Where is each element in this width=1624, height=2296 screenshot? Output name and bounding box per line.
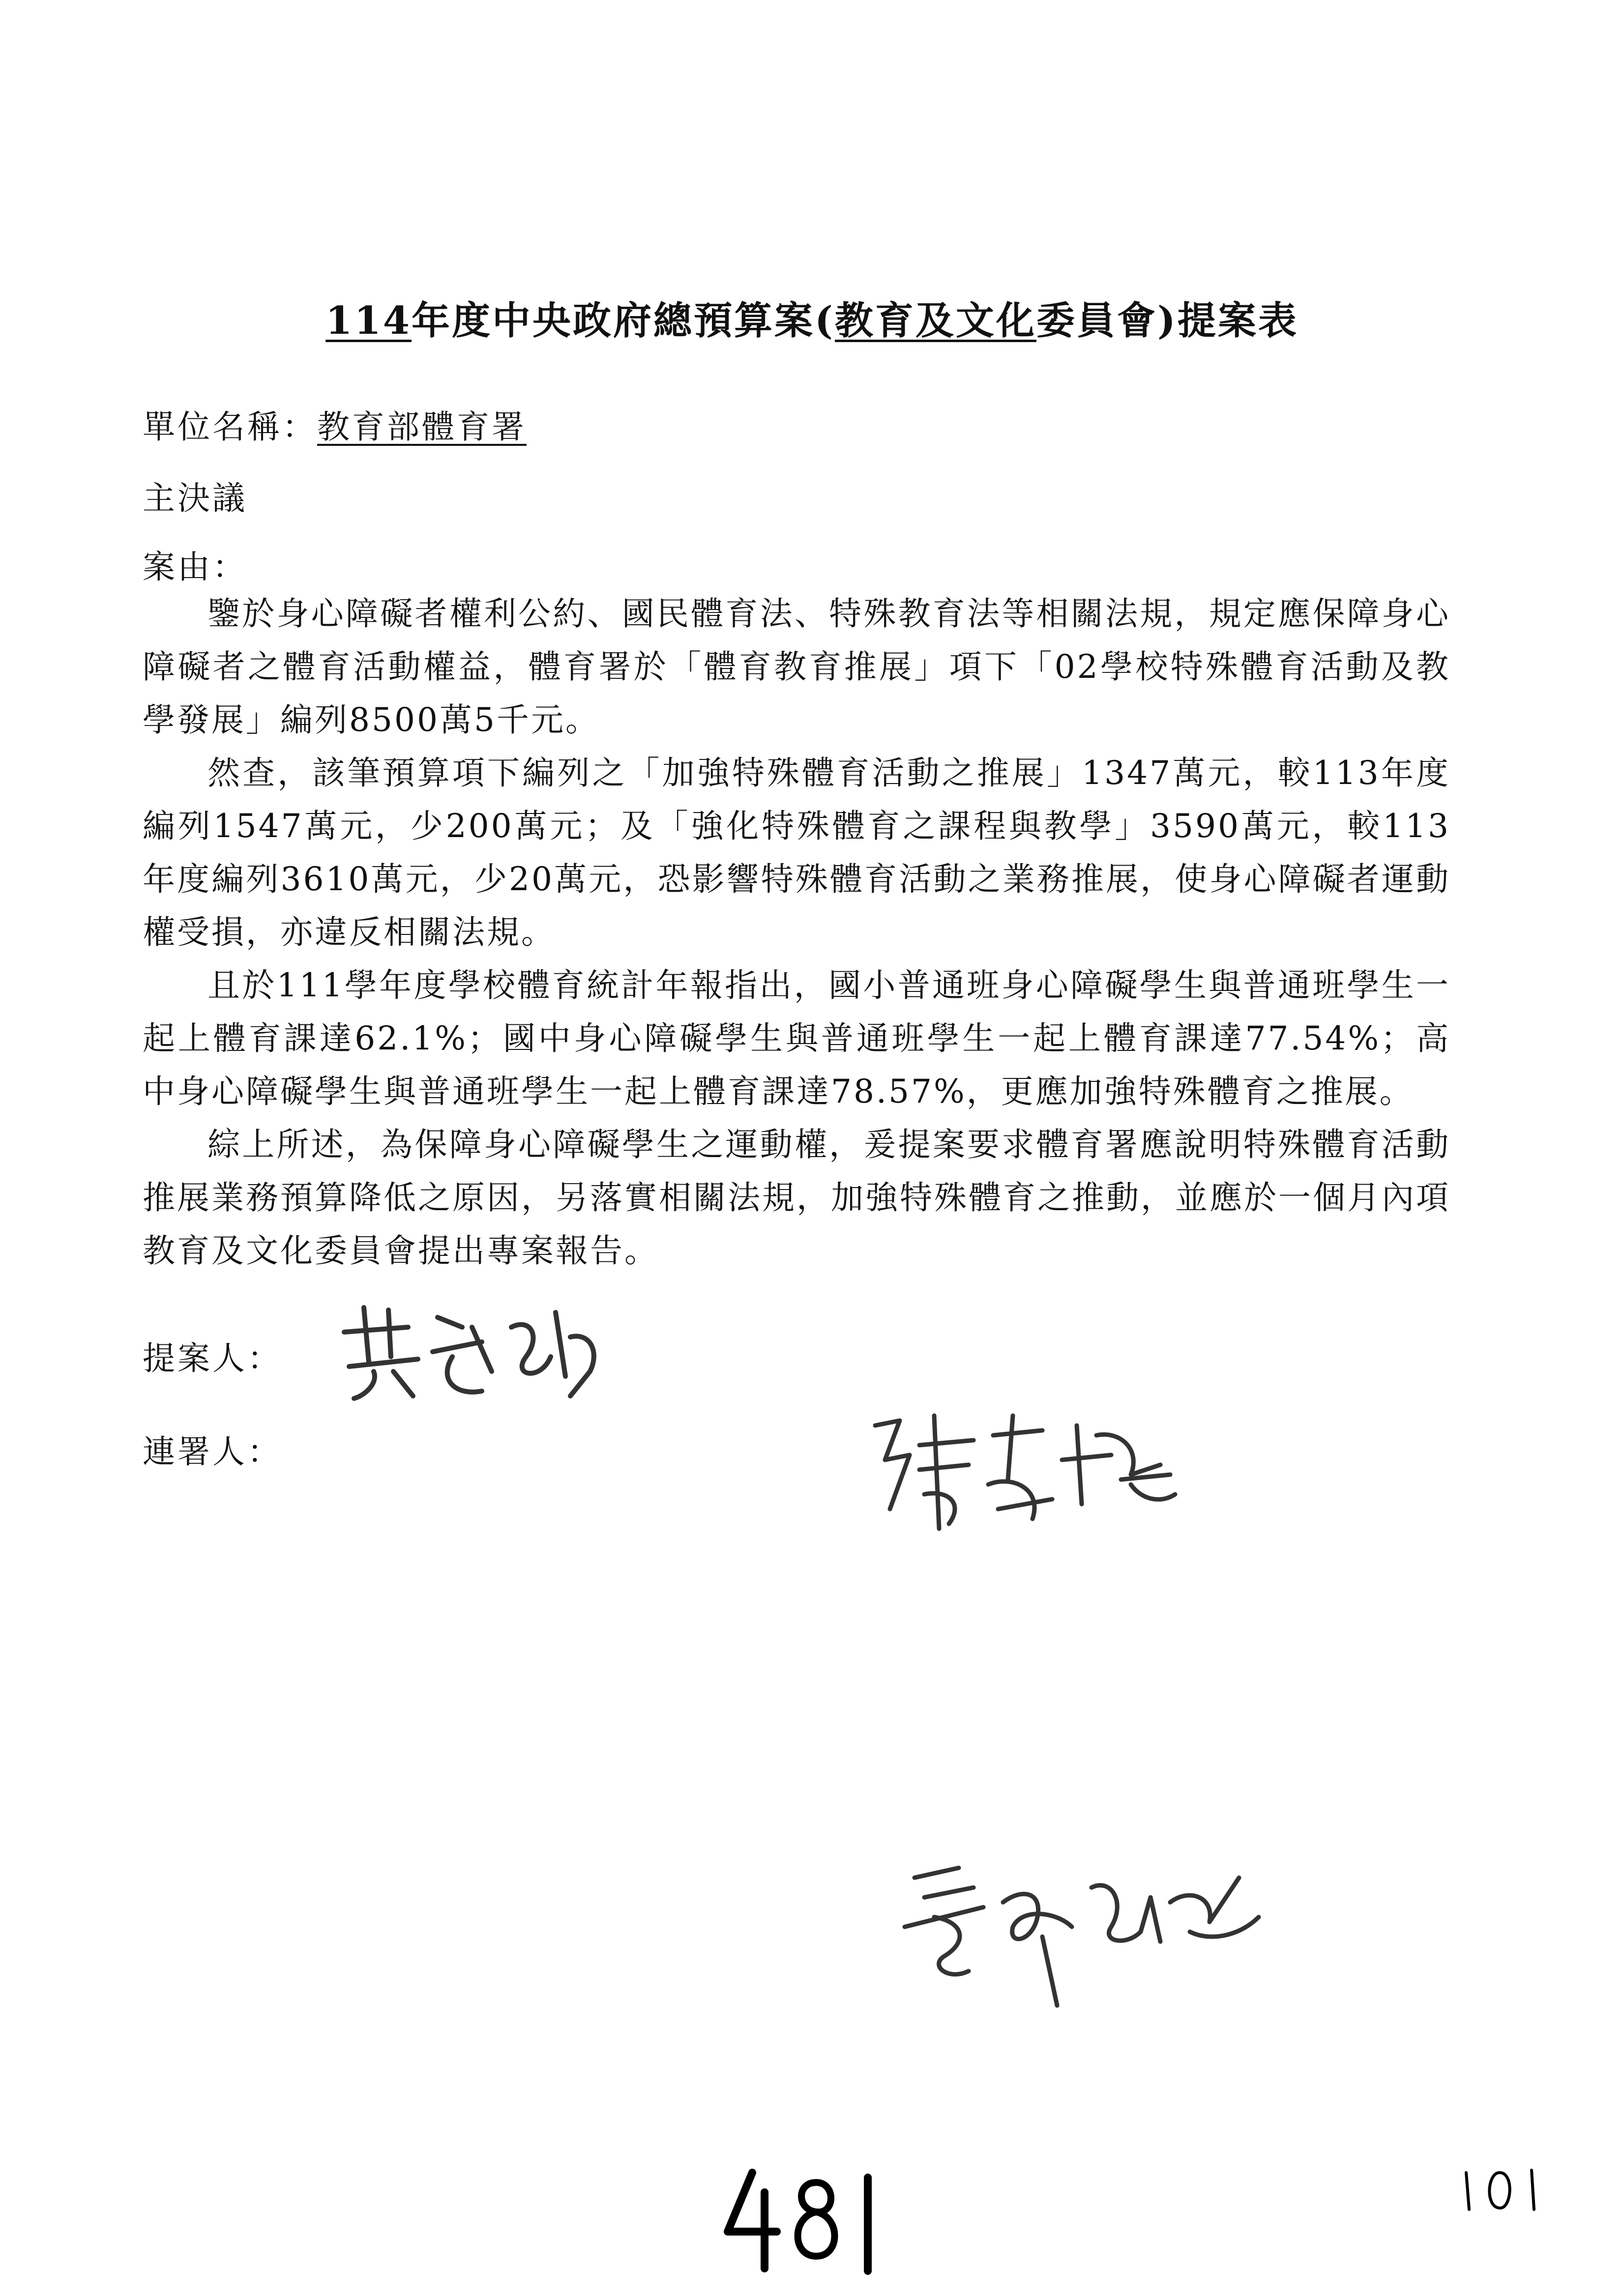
- resolution-type: 主決議: [143, 479, 247, 517]
- cosigner-signature-1: [865, 1406, 1185, 1563]
- title-mid: 年度中央政府總預算案(: [412, 298, 835, 343]
- cosigner-label: 連署人：: [143, 1433, 282, 1471]
- paragraph-3: 且於111學年度學校體育統計年報指出，國小普通班身心障礙學生與普通班學生一起上體育課達62.1%；國中身心障礙學生與普通班學生一起上體育課達77.54%；高中身心障礙學生與普通班學生一起上體育課達78.57%，更應加強特殊體育之推展。: [143, 966, 1450, 1110]
- paragraph-1: 鑒於身心障礙者權利公約、國民體育法、特殊教育法等相關法規，規定應保障身心障礙者之體育活動權益，體育署於「體育教育推展」項下「02學校特殊體育活動及教學發展」編列8500萬5千元。: [143, 595, 1450, 739]
- proposer-label: 提案人：: [143, 1339, 282, 1377]
- paragraph-2: 然查，該筆預算項下編列之「加強特殊體育活動之推展」1347萬元，較113年度編列1547萬元，少200萬元；及「強化特殊體育之課程與教學」3590萬元，較113年度編列3610萬元，少20萬元，恐影響特殊體育活動之業務推展，使身心障礙者運動權受損，亦違反相關法規。: [143, 754, 1450, 951]
- cosigner-signature-2: [895, 1858, 1269, 2035]
- stamp-number: [718, 2163, 895, 2281]
- reason-body: [143, 587, 1450, 1278]
- title-year: 114: [325, 298, 412, 343]
- unit-label: 單位名稱：: [143, 408, 317, 446]
- page-number: [1455, 2163, 1554, 2222]
- title-suffix: 委員會)提案表: [1036, 298, 1299, 343]
- document-title: [0, 290, 1624, 345]
- proposer-signature: [334, 1298, 610, 1406]
- paragraph-4: 綜上所述，為保障身心障礙學生之運動權，爰提案要求體育署應說明特殊體育活動推展業務預算降低之原因，另落實相關法規，加強特殊體育之推動，並應於一個月內項教育及文化委員會提出專案報告。: [143, 1126, 1450, 1270]
- unit-value: 教育部體育署: [317, 408, 527, 446]
- title-committee: 教育及文化: [834, 298, 1036, 343]
- unit-row: [143, 401, 527, 447]
- reason-label: 案由：: [143, 548, 247, 586]
